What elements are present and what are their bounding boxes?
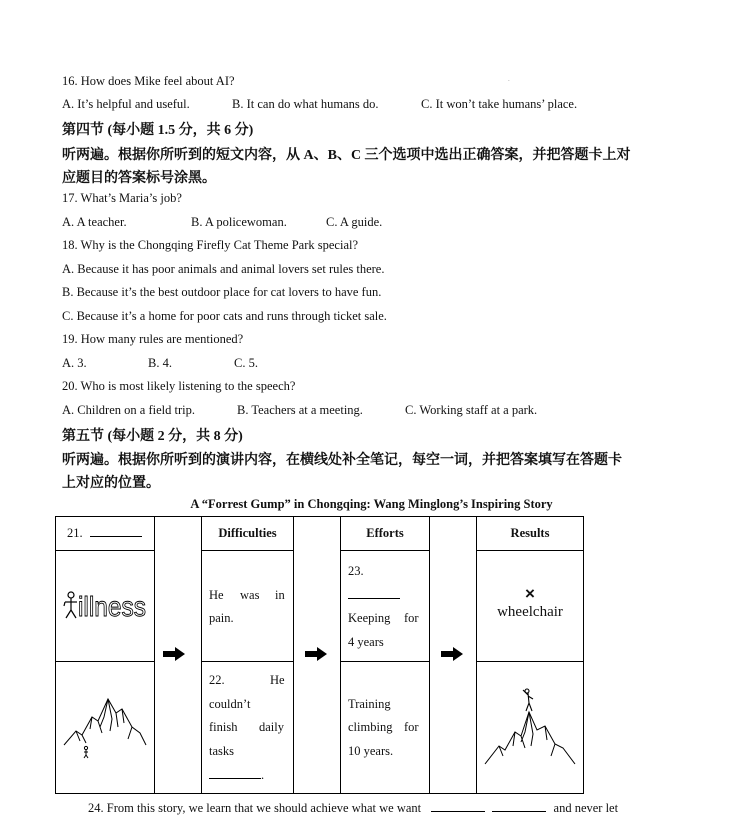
section5-instruction-1: 听两遍。根据你所听到的演讲内容，在横线处补全笔记，每空一词，并把答案填写在答题卡 [62, 453, 622, 468]
q24-start: 24. From this story, we learn that we should achieve what we want [88, 801, 422, 815]
effort-1-years: 4 years [348, 635, 384, 649]
q17-option-a: A. A teacher. [62, 215, 127, 229]
wheelchair-text: wheelchair [497, 604, 563, 620]
section4-heading: 第四节 (每小题 1.5 分，共 6 分) [62, 123, 254, 138]
q18-option-b: B. Because it’s the best outdoor place for cat lovers to have fun. [62, 285, 382, 299]
q22-label: 22. [209, 673, 225, 687]
q16-question: 16. How does Mike feel about AI? [62, 74, 235, 88]
cell-difficulty-2 [201, 661, 294, 794]
effort-1-keeping: Keeping [348, 611, 391, 625]
q22-period: . [261, 768, 265, 782]
cell-effort-2 [340, 661, 430, 794]
cell-effort-1 [340, 550, 430, 662]
page-mark: . [508, 75, 510, 83]
q20-option-c: C. Working staff at a park. [405, 403, 538, 417]
cell-result-2 [476, 661, 584, 794]
difficulty-2-daily: daily [259, 720, 284, 734]
effort-2-training: Training [348, 697, 391, 711]
cell-mountain-image [55, 661, 155, 794]
section4-instruction-1: 听两遍。根据你所听到的短文内容，从 A、B、C 三个选项中选出正确答案，并把答题卡上对 [62, 148, 631, 163]
cross-icon: × [525, 584, 535, 603]
cell-q21 [55, 516, 155, 551]
arrow-right-icon [305, 647, 327, 661]
effort-2-years: 10 years. [348, 744, 394, 758]
arrow-right-icon [163, 647, 185, 661]
q21-blank[interactable] [90, 526, 142, 537]
q18-question: 18. Why is the Chongqing Firefly Cat Theme Park special? [62, 238, 359, 252]
difficulty-1-word-1: He [209, 588, 224, 602]
q19-option-a: A. 3. [62, 356, 87, 370]
section5-instruction-2: 上对应的位置。 [62, 476, 160, 491]
q17-option-b: B. A policewoman. [191, 215, 287, 229]
table-title: A “Forrest Gump” in Chongqing: Wang Minglong’s Inspiring Story [190, 497, 553, 511]
q18-option-a: A. Because it has poor animals and animal lovers set rules there. [62, 262, 385, 276]
cell-result-1 [476, 550, 584, 662]
q19-option-c: C. 5. [234, 356, 258, 370]
q24-blank-1[interactable] [431, 801, 485, 812]
climber-icon [84, 746, 88, 758]
q20-option-a: A. Children on a field trip. [62, 403, 195, 417]
difficulty-1-word-3: in [275, 588, 285, 602]
q19-option-b: B. 4. [148, 356, 172, 370]
summit-mountain-icon [483, 686, 577, 768]
difficulty-1-word-4: pain. [209, 611, 234, 625]
q16-option-b: B. It can do what humans do. [232, 97, 379, 111]
q16-option-a: A. It’s helpful and useful. [62, 97, 190, 111]
q24-blank-2[interactable] [492, 801, 546, 812]
q19-question: 19. How many rules are mentioned? [62, 332, 244, 346]
q17-option-c: C. A guide. [326, 215, 383, 229]
q18-option-c: C. Because it’s a home for poor cats and runs through ticket sale. [62, 309, 387, 323]
header-results: Results [476, 516, 584, 551]
summit-climber-icon [523, 689, 533, 711]
q23-label: 23. [348, 564, 364, 578]
effort-2-for: for [404, 720, 419, 734]
arrow-right-icon [441, 647, 463, 661]
cell-illness-image [55, 550, 155, 662]
q23-blank[interactable] [348, 588, 400, 599]
section4-instruction-2: 应题目的答案标号涂黑。 [62, 171, 216, 186]
illness-picture [63, 586, 149, 626]
difficulty-2-tasks: tasks [209, 744, 234, 758]
illness-drawn-text: illness [78, 591, 146, 622]
effort-1-for: for [404, 611, 419, 625]
section5-heading: 第五节 (每小题 2 分，共 8 分) [62, 429, 243, 444]
mountain-icon [62, 687, 148, 759]
q17-question: 17. What’s Maria’s job? [62, 191, 182, 205]
header-difficulties: Difficulties [201, 516, 294, 551]
difficulty-1-word-2: was [240, 588, 260, 602]
effort-2-climbing: climbing [348, 720, 393, 734]
stick-figure-icon [64, 592, 77, 618]
difficulty-2-finish: finish [209, 720, 238, 734]
header-efforts: Efforts [340, 516, 430, 551]
difficulty-2-he: He [270, 673, 285, 687]
q22-blank[interactable] [209, 768, 261, 779]
q21-label: 21. [67, 526, 83, 540]
difficulty-2-couldnt: couldn’t [209, 697, 251, 711]
q20-option-b: B. Teachers at a meeting. [237, 403, 363, 417]
q24-end: and never let [553, 801, 619, 815]
q20-question: 20. Who is most likely listening to the speech? [62, 379, 296, 393]
q24-line [88, 801, 618, 816]
q16-option-c: C. It won’t take humans’ place. [421, 97, 578, 111]
cell-difficulty-1 [201, 550, 294, 662]
